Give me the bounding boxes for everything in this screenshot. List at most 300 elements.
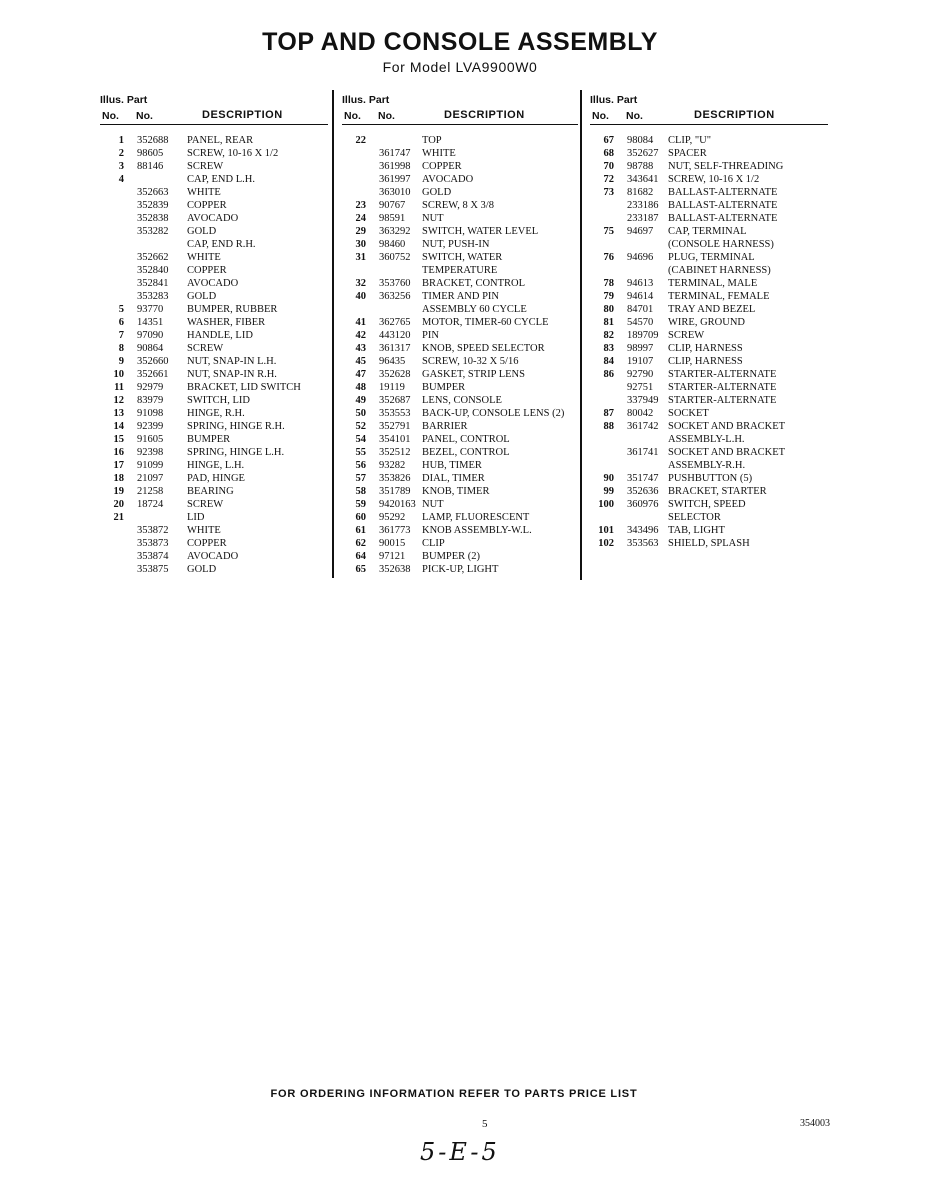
part-description: BALLAST-ALTERNATE — [668, 213, 778, 224]
illus-number: 6 — [118, 317, 124, 328]
part-description: NUT, SNAP-IN R.H. — [187, 369, 277, 380]
header-illus-no: No. — [102, 110, 119, 122]
illus-number: 10 — [113, 369, 124, 380]
column-divider-1 — [332, 90, 334, 578]
parts-list — [342, 134, 578, 576]
illus-number: 17 — [113, 460, 124, 471]
part-number: 352841 — [137, 278, 169, 289]
part-row — [342, 420, 578, 433]
part-number: 84701 — [627, 304, 654, 315]
part-number: 9420163 — [379, 499, 416, 510]
part-number: 98460 — [379, 239, 406, 250]
illus-number: 47 — [355, 369, 366, 380]
part-row — [342, 186, 578, 199]
illus-number: 80 — [603, 304, 614, 315]
part-number: 233187 — [627, 213, 659, 224]
part-number: 343641 — [627, 174, 659, 185]
part-description: AVOCADO — [187, 278, 239, 289]
part-row — [342, 303, 578, 316]
part-row — [100, 407, 328, 420]
part-number: 92979 — [137, 382, 164, 393]
illus-number: 7 — [118, 330, 124, 341]
part-row — [342, 485, 578, 498]
part-row — [342, 342, 578, 355]
part-description: BRACKET, LID SWITCH — [187, 382, 301, 393]
part-description: COPPER — [187, 265, 227, 276]
part-number: 93770 — [137, 304, 164, 315]
part-description: BRACKET, STARTER — [668, 486, 767, 497]
part-description: SOCKET AND BRACKET — [668, 421, 786, 432]
part-row — [590, 459, 828, 472]
part-description: TIMER AND PIN — [422, 291, 500, 302]
part-row — [590, 394, 828, 407]
part-row — [342, 368, 578, 381]
part-number: 361998 — [379, 161, 411, 172]
part-row — [342, 329, 578, 342]
part-description: GOLD — [187, 226, 217, 237]
illus-number: 68 — [603, 148, 614, 159]
part-description: ASSEMBLY-L.H. — [668, 434, 745, 445]
part-description: PANEL, REAR — [187, 135, 254, 146]
part-number: 83979 — [137, 395, 164, 406]
part-description: DIAL, TIMER — [422, 473, 485, 484]
part-row — [100, 147, 328, 160]
part-description: SCREW, 10-16 X 1/2 — [187, 148, 279, 159]
illus-number: 2 — [118, 148, 124, 159]
part-number: 90864 — [137, 343, 164, 354]
illus-number: 100 — [598, 499, 614, 510]
part-number: 352839 — [137, 200, 169, 211]
part-description: SCREW — [187, 499, 224, 510]
illus-number: 23 — [355, 200, 366, 211]
part-row — [100, 134, 328, 147]
header-illus-part: Illus. Part — [100, 94, 148, 106]
illus-number: 79 — [603, 291, 614, 302]
part-row — [590, 316, 828, 329]
part-description: (CONSOLE HARNESS) — [668, 239, 774, 250]
illus-number: 50 — [355, 408, 366, 419]
illus-number: 43 — [355, 343, 366, 354]
part-description: BEARING — [187, 486, 234, 497]
part-description: SWITCH, WATER — [422, 252, 503, 263]
part-number: 91605 — [137, 434, 164, 445]
part-row — [590, 420, 828, 433]
part-row — [100, 446, 328, 459]
part-number: 353283 — [137, 291, 169, 302]
part-row — [342, 238, 578, 251]
part-number: 21097 — [137, 473, 164, 484]
part-description: SCREW — [668, 330, 705, 341]
part-row — [100, 264, 328, 277]
part-row — [342, 264, 578, 277]
part-description: HINGE, R.H. — [187, 408, 245, 419]
part-number: 361747 — [379, 148, 411, 159]
part-number: 98997 — [627, 343, 654, 354]
part-description: BALLAST-ALTERNATE — [668, 187, 778, 198]
part-description: GOLD — [422, 187, 452, 198]
part-description: TRAY AND BEZEL — [668, 304, 756, 315]
part-row — [100, 316, 328, 329]
part-description: AVOCADO — [187, 551, 239, 562]
part-description: BRACKET, CONTROL — [422, 278, 526, 289]
part-row — [590, 212, 828, 225]
part-row — [590, 381, 828, 394]
header-part-no: No. — [626, 110, 643, 122]
part-number: 352660 — [137, 356, 169, 367]
illus-number: 19 — [113, 486, 124, 497]
part-row — [100, 537, 328, 550]
part-number: 96435 — [379, 356, 406, 367]
part-number: 80042 — [627, 408, 654, 419]
part-number: 352636 — [627, 486, 659, 497]
part-description: WHITE — [422, 148, 456, 159]
part-description: CLIP, "U" — [668, 135, 711, 146]
illus-number: 40 — [355, 291, 366, 302]
part-number: 353874 — [137, 551, 169, 562]
page-number: 5 — [482, 1118, 488, 1130]
part-row — [342, 212, 578, 225]
illus-number: 101 — [598, 525, 614, 536]
part-row — [590, 342, 828, 355]
part-row — [100, 238, 328, 251]
part-description: BUMPER — [187, 434, 231, 445]
illus-number: 4 — [118, 174, 124, 185]
part-description: PLUG, TERMINAL — [668, 252, 755, 263]
part-row — [342, 498, 578, 511]
illus-number: 42 — [355, 330, 366, 341]
part-row — [590, 485, 828, 498]
illus-number: 3 — [118, 161, 124, 172]
part-number: 21258 — [137, 486, 164, 497]
illus-number: 18 — [113, 473, 124, 484]
illus-number: 11 — [114, 382, 124, 393]
part-number: 98591 — [379, 213, 406, 224]
part-row — [100, 342, 328, 355]
illus-number: 12 — [113, 395, 124, 406]
illus-number: 55 — [355, 447, 366, 458]
part-row — [100, 303, 328, 316]
part-number: 363292 — [379, 226, 411, 237]
part-description: BUMPER — [422, 382, 466, 393]
part-number: 363256 — [379, 291, 411, 302]
part-description: SCREW, 10-16 X 1/2 — [668, 174, 760, 185]
part-row — [342, 277, 578, 290]
part-row — [342, 355, 578, 368]
part-description: SCREW — [187, 161, 224, 172]
part-description: STARTER-ALTERNATE — [668, 382, 777, 393]
part-description: SWITCH, LID — [187, 395, 250, 406]
part-row — [590, 407, 828, 420]
page-title: TOP AND CONSOLE ASSEMBLY — [262, 28, 658, 56]
part-number: 90767 — [379, 200, 406, 211]
part-number: 81682 — [627, 187, 654, 198]
part-number: 352512 — [379, 447, 411, 458]
part-number: 353872 — [137, 525, 169, 536]
illus-number: 99 — [603, 486, 614, 497]
illus-number: 62 — [355, 538, 366, 549]
part-number: 92790 — [627, 369, 654, 380]
illus-number: 64 — [355, 551, 366, 562]
part-description: STARTER-ALTERNATE — [668, 369, 777, 380]
illus-number: 56 — [355, 460, 366, 471]
part-row — [342, 511, 578, 524]
part-number: 352687 — [379, 395, 411, 406]
part-row — [590, 290, 828, 303]
part-description: PIN — [422, 330, 439, 341]
part-number: 352627 — [627, 148, 659, 159]
illus-number: 57 — [355, 473, 366, 484]
part-row — [100, 173, 328, 186]
part-description: SWITCH, WATER LEVEL — [422, 226, 539, 237]
part-description: AVOCADO — [422, 174, 474, 185]
ordering-info-footer: FOR ORDERING INFORMATION REFER TO PARTS PRICE LIST — [270, 1088, 638, 1100]
part-number: 351747 — [627, 473, 659, 484]
part-number: 92399 — [137, 421, 164, 432]
part-number: 363010 — [379, 187, 411, 198]
header-illus-no: No. — [592, 110, 609, 122]
part-number: 361741 — [627, 447, 659, 458]
part-row — [342, 407, 578, 420]
part-description: NUT, SNAP-IN L.H. — [187, 356, 277, 367]
part-number: 353826 — [379, 473, 411, 484]
part-number: 98788 — [627, 161, 654, 172]
part-row — [342, 147, 578, 160]
illus-number: 5 — [118, 304, 124, 315]
part-description: LID — [187, 512, 205, 523]
part-row — [590, 264, 828, 277]
illus-number: 81 — [603, 317, 614, 328]
part-description: PICK-UP, LIGHT — [422, 564, 499, 575]
part-number: 18724 — [137, 499, 164, 510]
part-description: KNOB, SPEED SELECTOR — [422, 343, 545, 354]
part-row — [100, 472, 328, 485]
part-description: PAD, HINGE — [187, 473, 245, 484]
header-part-no: No. — [378, 110, 395, 122]
part-row — [590, 160, 828, 173]
part-row — [342, 446, 578, 459]
illus-number: 52 — [355, 421, 366, 432]
part-row — [100, 550, 328, 563]
part-number: 98605 — [137, 148, 164, 159]
part-row — [342, 472, 578, 485]
part-row — [100, 368, 328, 381]
part-number: 351789 — [379, 486, 411, 497]
part-description: NUT, SELF-THREADING — [668, 161, 784, 172]
part-description: COPPER — [187, 538, 227, 549]
part-number: 362765 — [379, 317, 411, 328]
part-number: 352838 — [137, 213, 169, 224]
part-number: 361773 — [379, 525, 411, 536]
part-number: 352628 — [379, 369, 411, 380]
illus-number: 22 — [355, 135, 366, 146]
illus-number: 30 — [355, 239, 366, 250]
part-description: GOLD — [187, 291, 217, 302]
part-row — [342, 537, 578, 550]
part-description: GASKET, STRIP LENS — [422, 369, 525, 380]
illus-number: 84 — [603, 356, 614, 367]
part-row — [590, 147, 828, 160]
part-description: SPRING, HINGE R.H. — [187, 421, 285, 432]
part-description: SHIELD, SPLASH — [668, 538, 750, 549]
part-number: 92398 — [137, 447, 164, 458]
part-row — [100, 225, 328, 238]
part-description: ASSEMBLY 60 CYCLE — [422, 304, 527, 315]
part-row — [590, 173, 828, 186]
part-description: CAP, END L.H. — [187, 174, 255, 185]
part-row — [100, 524, 328, 537]
part-number: 353875 — [137, 564, 169, 575]
part-row — [342, 563, 578, 576]
part-number: 354101 — [379, 434, 411, 445]
illus-number: 41 — [355, 317, 366, 328]
illus-number: 58 — [355, 486, 366, 497]
page-subtitle: For Model LVA9900W0 — [382, 59, 538, 75]
part-description: CLIP, HARNESS — [668, 343, 743, 354]
part-row — [100, 290, 328, 303]
part-description: SPRING, HINGE L.H. — [187, 447, 285, 458]
part-row — [342, 381, 578, 394]
header-illus-part: Illus. Part — [590, 94, 638, 106]
part-number: 361742 — [627, 421, 659, 432]
illus-number: 102 — [598, 538, 614, 549]
part-row — [100, 251, 328, 264]
illus-number: 60 — [355, 512, 366, 523]
part-description: LENS, CONSOLE — [422, 395, 502, 406]
part-number: 93282 — [379, 460, 406, 471]
part-description: SWITCH, SPEED — [668, 499, 746, 510]
part-description: SOCKET AND BRACKET — [668, 447, 786, 458]
part-number: 91099 — [137, 460, 164, 471]
part-row — [342, 173, 578, 186]
parts-column-2 — [342, 92, 578, 576]
part-number: 353873 — [137, 538, 169, 549]
parts-list — [590, 134, 828, 550]
illus-number: 67 — [603, 135, 614, 146]
part-row — [100, 498, 328, 511]
illus-number: 1 — [118, 135, 124, 146]
part-description: TEMPERATURE — [422, 265, 498, 276]
part-number: 353553 — [379, 408, 411, 419]
part-number: 352688 — [137, 135, 169, 146]
header-illus-part: Illus. Part — [342, 94, 390, 106]
illus-number: 16 — [113, 447, 124, 458]
part-row — [590, 134, 828, 147]
part-row — [100, 160, 328, 173]
part-number: 353282 — [137, 226, 169, 237]
document-number: 354003 — [800, 1118, 830, 1129]
part-description: ASSEMBLY-R.H. — [668, 460, 746, 471]
part-row — [342, 459, 578, 472]
part-description: HINGE, L.H. — [187, 460, 245, 471]
part-description: WHITE — [187, 525, 221, 536]
part-row — [100, 433, 328, 446]
part-number: 88146 — [137, 161, 164, 172]
illus-number: 49 — [355, 395, 366, 406]
part-number: 233186 — [627, 200, 659, 211]
part-row — [100, 381, 328, 394]
part-number: 443120 — [379, 330, 411, 341]
part-row — [590, 524, 828, 537]
part-row — [100, 485, 328, 498]
part-description: SOCKET — [668, 408, 709, 419]
part-description: COPPER — [187, 200, 227, 211]
illus-number: 90 — [603, 473, 614, 484]
part-description: SCREW, 8 X 3/8 — [422, 200, 494, 211]
part-description: BUMPER, RUBBER — [187, 304, 278, 315]
part-description: (CABINET HARNESS) — [668, 265, 771, 276]
part-number: 92751 — [627, 382, 654, 393]
part-row — [590, 511, 828, 524]
part-description: SELECTOR — [668, 512, 721, 523]
part-row — [342, 225, 578, 238]
part-number: 352662 — [137, 252, 169, 263]
part-row — [590, 277, 828, 290]
illus-number: 8 — [118, 343, 124, 354]
part-number: 352661 — [137, 369, 169, 380]
part-description: TOP — [422, 135, 442, 146]
illus-number: 14 — [113, 421, 124, 432]
illus-number: 13 — [113, 408, 124, 419]
part-number: 352840 — [137, 265, 169, 276]
part-description: WHITE — [187, 252, 221, 263]
illus-number: 73 — [603, 187, 614, 198]
part-row — [590, 446, 828, 459]
part-number: 94614 — [627, 291, 654, 302]
part-row — [342, 550, 578, 563]
part-row — [590, 238, 828, 251]
part-description: BEZEL, CONTROL — [422, 447, 510, 458]
part-row — [590, 355, 828, 368]
part-number: 189709 — [627, 330, 659, 341]
part-row — [100, 186, 328, 199]
part-row — [342, 316, 578, 329]
illus-number: 87 — [603, 408, 614, 419]
part-row — [342, 199, 578, 212]
part-row — [100, 277, 328, 290]
part-description: TAB, LIGHT — [668, 525, 725, 536]
parts-list — [100, 134, 328, 576]
part-number: 360976 — [627, 499, 659, 510]
illus-number: 31 — [355, 252, 366, 263]
part-row — [342, 251, 578, 264]
part-row — [100, 394, 328, 407]
part-number: 97121 — [379, 551, 406, 562]
header-description: DESCRIPTION — [444, 109, 525, 121]
part-description: LAMP, FLUORESCENT — [422, 512, 530, 523]
part-description: BALLAST-ALTERNATE — [668, 200, 778, 211]
part-row — [342, 433, 578, 446]
part-description: NUT — [422, 213, 444, 224]
part-number: 97090 — [137, 330, 164, 341]
illus-number: 65 — [355, 564, 366, 575]
illus-number: 75 — [603, 226, 614, 237]
part-number: 352791 — [379, 421, 411, 432]
part-row — [100, 459, 328, 472]
column-header — [100, 92, 328, 125]
part-description: PANEL, CONTROL — [422, 434, 510, 445]
part-description: PUSHBUTTON (5) — [668, 473, 753, 484]
part-row — [100, 199, 328, 212]
part-description: NUT, PUSH-IN — [422, 239, 490, 250]
part-description: CAP, TERMINAL — [668, 226, 747, 237]
part-description: BACK-UP, CONSOLE LENS (2) — [422, 408, 565, 419]
illus-number: 45 — [355, 356, 366, 367]
part-number: 352663 — [137, 187, 169, 198]
part-description: BUMPER (2) — [422, 551, 481, 562]
illus-number: 83 — [603, 343, 614, 354]
handwritten-note: 5-E-5 — [420, 1138, 500, 1166]
header-part-no: No. — [136, 110, 153, 122]
